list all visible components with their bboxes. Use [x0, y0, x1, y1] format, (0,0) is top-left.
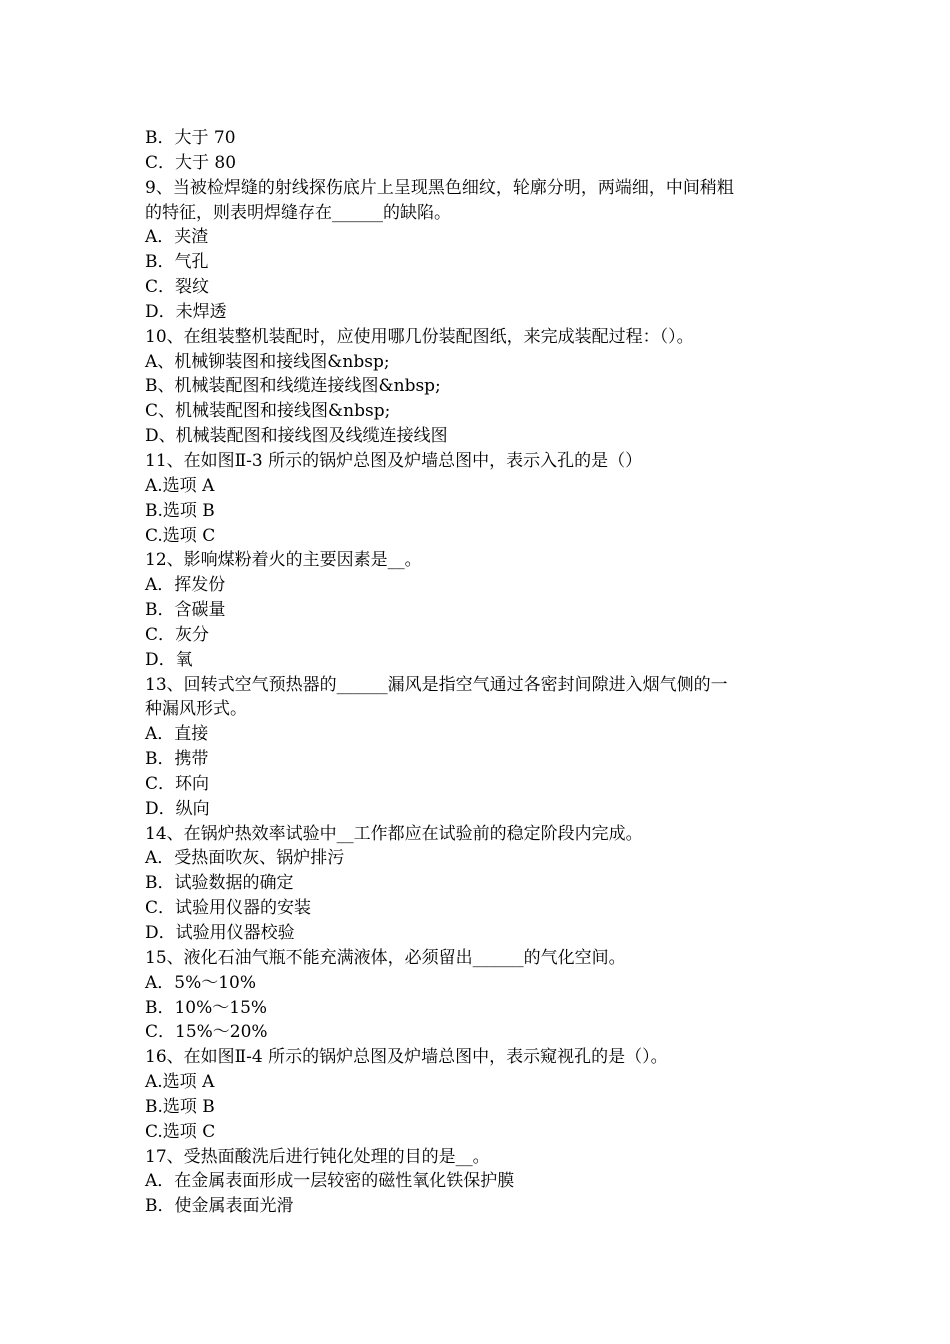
- question-13-line-2: 种漏风形式。: [145, 699, 247, 720]
- question-9-line-2: 的特征，则表明焊缝存在______的缺陷。: [145, 202, 451, 223]
- option-c-q9: C．裂纹: [145, 277, 210, 298]
- document-body: [145, 126, 810, 1219]
- option-a-q13: A．直接: [145, 724, 209, 745]
- option-b-q9: B．气孔: [145, 252, 209, 273]
- option-c-q15: C．15%～20%: [145, 1022, 268, 1043]
- option-a-q15: A．5%～10%: [145, 972, 257, 993]
- option-b-q14: B．试验数据的确定: [145, 873, 294, 894]
- option-c-q12: C．灰分: [145, 624, 210, 645]
- question-9-line-1: 9、当被检焊缝的射线探伤底片上呈现黑色细纹，轮廓分明，两端细，中间稍粗: [145, 177, 734, 198]
- question-16: 16、在如图Ⅱ-4 所示的锅炉总图及炉墙总图中，表示窥视孔的是（）。: [145, 1047, 668, 1068]
- option-d-q13: D．纵向: [145, 798, 210, 819]
- option-a-q17: A．在金属表面形成一层较密的磁性氧化铁保护膜: [145, 1171, 515, 1192]
- option-c-q10: C、机械装配图和接线图&nbsp;: [145, 401, 391, 422]
- option-d-q10: D、机械装配图和接线图及线缆连接线图: [145, 426, 448, 447]
- option-b-q13: B．携带: [145, 749, 209, 770]
- option-c-q16: C.选项 C: [145, 1121, 216, 1142]
- option-c-q11: C.选项 C: [145, 525, 216, 546]
- option-a-q14: A．受热面吹灰、锅炉排污: [145, 848, 345, 869]
- question-13-line-1: 13、回转式空气预热器的______漏风是指空气通过各密封间隙进入烟气侧的一: [145, 674, 728, 695]
- question-17: 17、受热面酸洗后进行钝化处理的目的是__。: [145, 1146, 490, 1167]
- option-a-q9: A．夹渣: [145, 227, 209, 248]
- option-c-q13: C．环向: [145, 773, 210, 794]
- question-14: 14、在锅炉热效率试验中__工作都应在试验前的稳定阶段内完成。: [145, 823, 643, 844]
- option-d-q12: D．氧: [145, 649, 193, 670]
- option-b-q8: B．大于 70: [145, 128, 236, 148]
- option-d-q14: D．试验用仪器校验: [145, 923, 295, 943]
- option-b-q17: B．使金属表面光滑: [145, 1196, 294, 1217]
- option-a-q11: A.选项 A: [145, 475, 215, 496]
- option-b-q10: B、机械装配图和线缆连接线图&nbsp;: [145, 376, 441, 397]
- question-15: 15、液化石油气瓶不能充满液体，必须留出______的气化空间。: [145, 947, 626, 968]
- option-a-q10: A、机械铆装图和接线图&nbsp;: [145, 351, 390, 372]
- option-b-q15: B．10%～15%: [145, 997, 268, 1018]
- option-b-q12: B．含碳量: [145, 600, 226, 621]
- option-a-q16: A.选项 A: [145, 1072, 215, 1093]
- question-10: 10、在组装整机装配时，应使用哪几份装配图纸，来完成装配过程：（）。: [145, 326, 694, 347]
- option-c-q8: C．大于 80: [145, 152, 237, 173]
- option-d-q9: D．未焊透: [145, 301, 227, 322]
- option-b-q11: B.选项 B: [145, 500, 215, 521]
- question-12: 12、影响煤粉着火的主要因素是__。: [145, 550, 422, 571]
- option-a-q12: A．挥发份: [145, 575, 226, 596]
- option-c-q14: C．试验用仪器的安装: [145, 898, 312, 919]
- question-11: 11、在如图Ⅱ-3 所示的锅炉总图及炉墙总图中，表示入孔的是（）: [145, 450, 643, 471]
- option-b-q16: B.选项 B: [145, 1096, 215, 1117]
